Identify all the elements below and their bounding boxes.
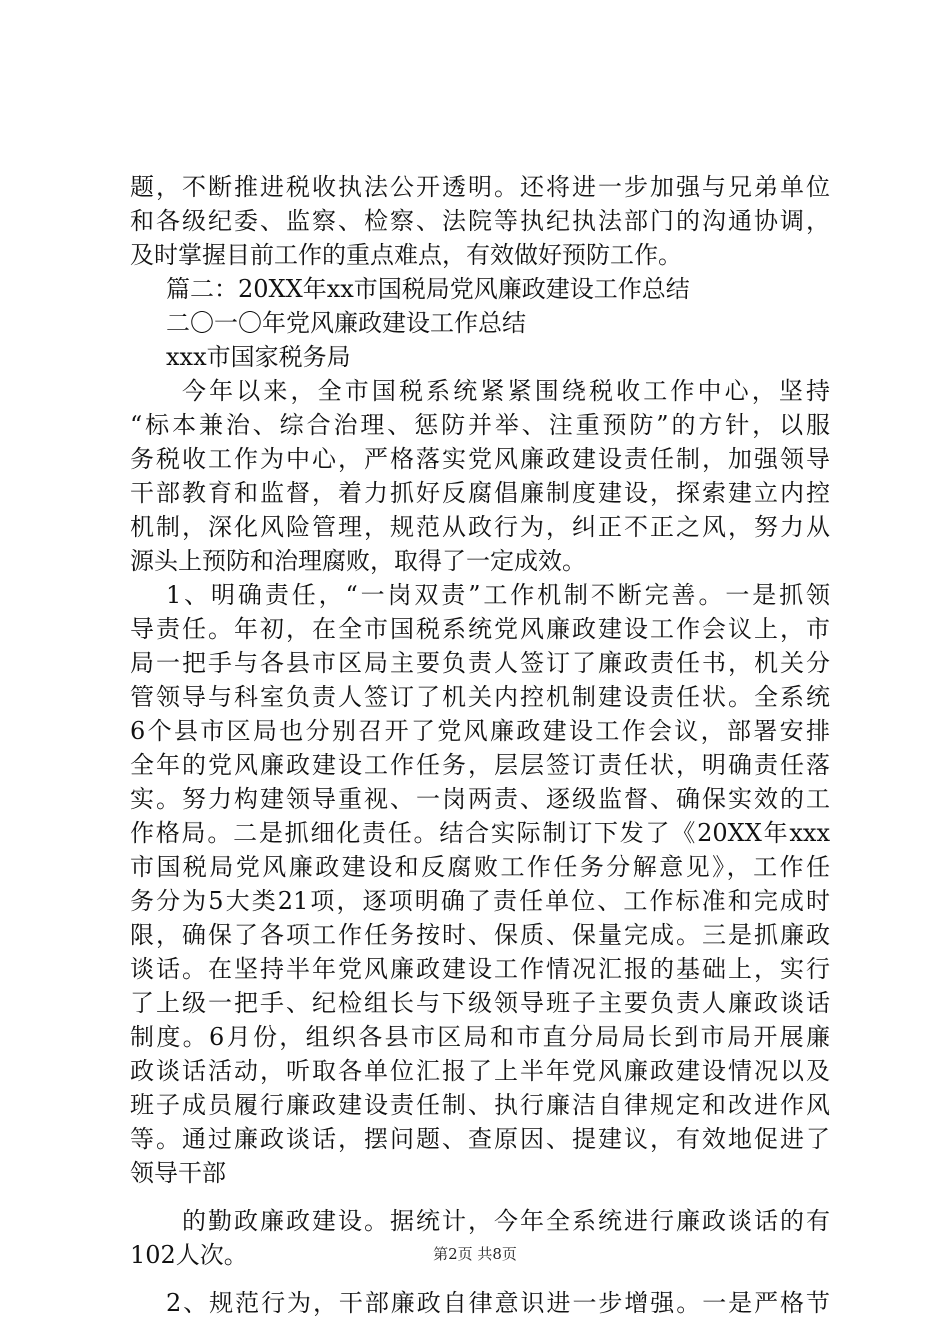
text-line: 谈话。在坚持半年党风廉政建设工作情况汇报的基础上，实行 bbox=[130, 955, 830, 983]
text-line: 领导干部 bbox=[130, 1159, 226, 1187]
text-line: 102人次。 bbox=[130, 1241, 248, 1269]
text-line: 1、明确责任，“一岗双责”工作机制不断完善。一是抓领 bbox=[166, 581, 830, 609]
text-line: 政谈话活动，听取各单位汇报了上半年党风廉政建设情况以及 bbox=[130, 1057, 830, 1085]
text-line: 制度。6月份，组织各县市区局和市直分局局长到市局开展廉 bbox=[130, 1023, 830, 1051]
text-line: 等。通过廉政谈话，摆问题、查原因、提建议，有效地促进了 bbox=[130, 1125, 830, 1153]
page-number-footer: 第2页 共8页 bbox=[433, 1245, 517, 1263]
document-title: 二〇一〇年党风廉政建设工作总结 bbox=[166, 309, 526, 337]
text-line: 实。努力构建领导重视、一岗两责、逐级监督、确保实效的工 bbox=[130, 785, 830, 813]
text-line: 题，不断推进税收执法公开透明。还将进一步加强与兄弟单位 bbox=[130, 173, 830, 201]
text-line: “标本兼治、综合治理、惩防并举、注重预防”的方针，以服 bbox=[130, 411, 830, 439]
document-body bbox=[130, 170, 830, 1320]
text-line: 的勤政廉政建设。据统计，今年全系统进行廉政谈话的有 bbox=[182, 1207, 830, 1235]
text-line: 了上级一把手、纪检组长与下级领导班子主要负责人廉政谈话 bbox=[130, 989, 830, 1017]
text-line: 限，确保了各项工作任务按时、保质、保量完成。三是抓廉政 bbox=[130, 921, 830, 949]
text-line: 干部教育和监督，着力抓好反腐倡廉制度建设，探索建立内控 bbox=[130, 479, 830, 507]
text-line: 全年的党风廉政建设工作任务，层层签订责任状，明确责任落 bbox=[130, 751, 830, 779]
text-line: 务税收工作为中心，严格落实党风廉政建设责任制，加强领导 bbox=[130, 445, 830, 473]
text-line: 和各级纪委、监察、检察、法院等执纪执法部门的沟通协调， bbox=[130, 207, 830, 235]
text-line: 2、规范行为，干部廉政自律意识进一步增强。一是严格节 bbox=[166, 1289, 830, 1317]
text-line: 作格局。二是抓细化责任。结合实际制订下发了《20XX年xxx bbox=[130, 819, 830, 847]
text-line: 今年以来，全市国税系统紧紧围绕税收工作中心，坚持 bbox=[182, 377, 830, 405]
text-line: 管领导与科室负责人签订了机关内控机制建设责任状。全系统 bbox=[130, 683, 830, 711]
text-line: 市国税局党风廉政建设和反腐败工作任务分解意见》，工作任 bbox=[130, 853, 830, 881]
text-line: 局一把手与各县市区局主要负责人签订了廉政责任书，机关分 bbox=[130, 649, 830, 677]
text-line: 务分为5大类21项，逐项明确了责任单位、工作标准和完成时 bbox=[130, 887, 830, 915]
text-line: 机制，深化风险管理，规范从政行为，纠正不正之风，努力从 bbox=[130, 513, 830, 541]
text-line: 6个县市区局也分别召开了党风廉政建设工作会议，部署安排 bbox=[130, 717, 830, 745]
text-line: 班子成员履行廉政建设责任制、执行廉洁自律规定和改进作风 bbox=[130, 1091, 830, 1119]
text-line: 导责任。年初，在全市国税系统党风廉政建设工作会议上，市 bbox=[130, 615, 830, 643]
text-line: 源头上预防和治理腐败，取得了一定成效。 bbox=[130, 547, 586, 575]
issuing-organization: xxx市国家税务局 bbox=[166, 343, 351, 371]
section-heading: 篇二：20XX年xx市国税局党风廉政建设工作总结 bbox=[166, 275, 690, 303]
text-line: 及时掌握目前工作的重点难点，有效做好预防工作。 bbox=[130, 241, 682, 269]
